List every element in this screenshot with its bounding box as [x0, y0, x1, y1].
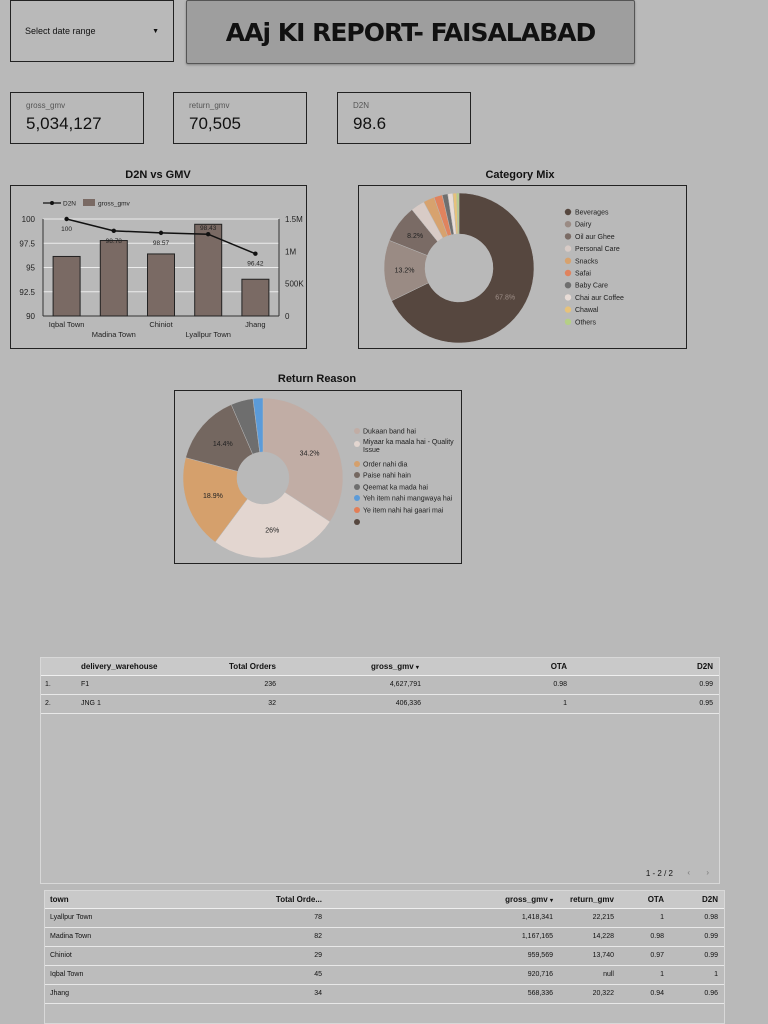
- data-label-d2n: 98.78: [105, 237, 122, 245]
- d2n-vs-gmv-svg: [11, 186, 306, 348]
- legend-label: Chai aur Coffee: [575, 294, 624, 302]
- slice-label: 8.2%: [407, 233, 424, 241]
- table-header: [41, 658, 719, 676]
- kpi-gross-gmv: [10, 92, 144, 144]
- prev-page-icon[interactable]: ‹: [687, 868, 690, 877]
- table-cell: 2.: [45, 700, 51, 707]
- col-ota[interactable]: OTA: [550, 662, 567, 671]
- legend-swatch: [354, 484, 360, 490]
- table-cell: 1: [714, 971, 718, 978]
- table-cell: 0.98: [704, 914, 718, 921]
- legend-swatch: [565, 306, 571, 312]
- table-header: [45, 891, 724, 909]
- point-d2n: [112, 229, 116, 233]
- table-cell: Chiniot: [50, 952, 72, 959]
- table-cell: 0.99: [704, 952, 718, 959]
- table-row[interactable]: [45, 947, 724, 966]
- legend-label: Order nahi dia: [363, 461, 408, 469]
- table-cell: 1: [660, 914, 664, 921]
- pagination-label: 1 - 2 / 2: [645, 869, 673, 878]
- table-cell: 32: [268, 700, 276, 707]
- table-cell: 0.99: [699, 681, 713, 688]
- table-cell: 406,336: [395, 700, 421, 707]
- legend-label: Qeemat ka mada hai: [363, 484, 428, 492]
- legend-swatch: [354, 519, 360, 525]
- col-delivery-warehouse[interactable]: delivery_warehouse: [81, 662, 158, 671]
- table-cell: Lyallpur Town: [50, 914, 93, 921]
- data-label-d2n: 100: [61, 226, 73, 233]
- legend-d2n-marker: [50, 201, 54, 205]
- next-page-icon[interactable]: ›: [706, 868, 709, 877]
- y-right-tick-label: 0: [285, 312, 290, 321]
- kpi-label: return_gmv: [189, 101, 230, 110]
- table-cell: 0.98: [553, 681, 567, 688]
- y-right-tick-label: 1M: [285, 247, 297, 257]
- table-cell: 1,418,341: [521, 914, 553, 921]
- kpi-d2n: [337, 92, 471, 144]
- x-tick-label: Madina Town: [91, 330, 136, 339]
- table-cell: 1.: [45, 681, 51, 688]
- table-body: [41, 676, 719, 714]
- table-cell: 0.94: [650, 990, 664, 997]
- legend-swatch: [565, 282, 571, 288]
- legend-swatch: [354, 441, 360, 447]
- table-cell: 959,569: [527, 952, 553, 959]
- category-mix-title: Category Mix: [485, 169, 555, 181]
- table-cell: 1,167,165: [521, 933, 553, 940]
- return-reason-svg: [175, 391, 461, 563]
- legend-label: Snacks: [575, 258, 598, 266]
- sort-desc-icon: ▾: [549, 898, 553, 904]
- table-body: [45, 909, 724, 1004]
- legend-swatch: [354, 472, 360, 478]
- table-cell: 20,322: [592, 990, 614, 997]
- y-left-tick-label: 97.5: [19, 239, 35, 249]
- table-cell: F1: [81, 681, 90, 688]
- data-label-d2n: 96.42: [247, 260, 264, 268]
- legend-gmv-label: gross_gmv: [98, 200, 130, 208]
- legend-swatch: [565, 245, 571, 251]
- col-total-orders[interactable]: Total Orde...: [275, 895, 322, 904]
- legend-swatch: [354, 461, 360, 467]
- table-cell: Madina Town: [50, 933, 92, 940]
- table-row[interactable]: [45, 966, 724, 985]
- slice-label: 26%: [265, 527, 280, 535]
- y-left-tick-label: 100: [21, 215, 35, 224]
- legend-label: Personal Care: [575, 246, 620, 254]
- table-cell: 236: [264, 681, 276, 688]
- table-row[interactable]: [45, 909, 724, 928]
- x-tick-label: Iqbal Town: [48, 320, 85, 329]
- slice-label: 34.2%: [299, 450, 320, 458]
- legend-swatch: [354, 507, 360, 513]
- table-cell: Iqbal Town: [50, 971, 84, 978]
- slice-label: 67.8%: [495, 294, 516, 302]
- table-row[interactable]: [41, 695, 719, 714]
- slice-label: 14.4%: [212, 440, 233, 448]
- col-d2n[interactable]: D2N: [701, 895, 718, 904]
- col-ota[interactable]: OTA: [647, 895, 664, 904]
- dropdown-arrow-icon: ▼: [152, 27, 159, 35]
- legend-swatch: [565, 319, 571, 325]
- return-reason-chart: [174, 390, 462, 564]
- kpi-return-gmv: [173, 92, 307, 144]
- table-cell: 0.98: [650, 933, 664, 940]
- slice-label: 18.9%: [203, 492, 223, 500]
- y-left-tick-label: 95: [26, 263, 35, 273]
- kpi-value: 5,034,127: [26, 114, 102, 133]
- legend-swatch: [565, 258, 571, 264]
- legend-swatch: [565, 270, 571, 276]
- legend-label: Baby Care: [575, 282, 609, 290]
- legend-label-line: Miyaar ka maala hai - Quality: [363, 439, 456, 446]
- report-title-banner: [186, 0, 635, 64]
- legend-label: Others: [575, 319, 597, 327]
- table-cell: 0.97: [650, 952, 664, 959]
- x-tick-label: Jhang: [245, 320, 266, 329]
- date-range-selector[interactable]: [10, 0, 174, 62]
- table-cell: Jhang: [50, 990, 70, 997]
- col-town[interactable]: town: [50, 895, 69, 904]
- legend-label: Beverages: [575, 209, 609, 217]
- legend-swatch: [565, 294, 571, 300]
- data-label-d2n: 98.43: [200, 225, 217, 233]
- table-cell: 920,716: [527, 971, 553, 978]
- category-mix-chart: [358, 185, 687, 349]
- d2n-vs-gmv-title: D2N vs GMV: [125, 169, 191, 181]
- table-cell: 1: [563, 700, 567, 707]
- point-d2n: [159, 231, 163, 235]
- table-cell: 13,740: [592, 952, 614, 959]
- col-return-gmv[interactable]: return_gmv: [569, 895, 614, 904]
- table-cell: 0.96: [704, 990, 718, 997]
- legend-gmv-swatch: [83, 199, 95, 206]
- point-d2n: [64, 217, 68, 221]
- col-gross-gmv[interactable]: [505, 891, 553, 910]
- table-cell: 45: [314, 971, 322, 978]
- x-tick-label: Lyallpur Town: [185, 330, 231, 339]
- warehouse-table: [40, 657, 720, 884]
- report-title: AAj KI REPORT- FAISALABAD: [225, 17, 596, 47]
- category-mix-svg: [359, 186, 686, 348]
- legend-label: Ye item nahi hai gaari mai: [363, 507, 444, 515]
- line-d2n: [67, 219, 256, 254]
- legend-swatch: [354, 428, 360, 434]
- kpi-label: D2N: [353, 101, 370, 110]
- sort-desc-icon: ▾: [415, 665, 419, 671]
- y-left-tick-label: 90: [26, 312, 35, 321]
- slice-label: 13.2%: [394, 267, 415, 275]
- d2n-vs-gmv-chart: [10, 185, 307, 349]
- legend-label-line: Issue: [363, 447, 380, 454]
- legend-label: Dairy: [575, 221, 592, 229]
- col-gross-gmv-label: gross_gmv: [505, 895, 548, 904]
- y-right-tick-label: 1.5M: [285, 215, 303, 224]
- legend-label: Safai: [575, 270, 591, 278]
- point-d2n: [253, 252, 257, 256]
- bar-gross-gmv: [148, 254, 175, 316]
- table-row[interactable]: [45, 985, 724, 1004]
- date-range-label: Select date range: [25, 26, 96, 36]
- bar-gross-gmv: [100, 241, 127, 316]
- table-cell: 82: [314, 933, 322, 940]
- data-label-d2n: 98.57: [152, 239, 170, 247]
- table-cell: 0.95: [699, 700, 713, 707]
- kpi-label: gross_gmv: [26, 101, 66, 110]
- col-d2n[interactable]: D2N: [696, 662, 713, 671]
- table-cell: null: [603, 971, 614, 978]
- col-gross-gmv-label: gross_gmv: [371, 662, 414, 671]
- col-total-orders[interactable]: Total Orders: [229, 662, 276, 671]
- table-cell: 34: [314, 990, 322, 997]
- legend-label: Yeh item nahi mangwaya hai: [363, 495, 453, 503]
- legend-d2n-label: D2N: [63, 200, 77, 208]
- legend-swatch: [565, 233, 571, 239]
- table-cell: 4,627,791: [389, 681, 421, 688]
- table-cell: 0.99: [704, 933, 718, 940]
- legend-swatch: [565, 209, 571, 215]
- table-cell: 29: [314, 952, 322, 959]
- table-cell: JNG 1: [81, 700, 101, 707]
- legend-label: Chawal: [575, 307, 599, 315]
- legend-label: Dukaan band hai: [363, 428, 416, 436]
- y-left-tick-label: 92.5: [19, 287, 35, 297]
- legend-label: Oil aur Ghee: [575, 233, 615, 241]
- y-right-tick-label: 500K: [285, 279, 304, 289]
- legend-label: [363, 439, 456, 454]
- kpi-value: 98.6: [353, 114, 387, 133]
- table-cell: 1: [660, 971, 664, 978]
- bar-gross-gmv: [53, 256, 80, 316]
- legend-swatch: [354, 495, 360, 501]
- table-row[interactable]: [45, 928, 724, 947]
- table-cell: 22,215: [592, 914, 614, 921]
- table-cell: 568,336: [527, 990, 553, 997]
- bar-gross-gmv: [242, 279, 269, 316]
- town-table: [44, 890, 725, 1024]
- table-row[interactable]: [41, 676, 719, 695]
- legend-swatch: [565, 221, 571, 227]
- point-d2n: [206, 232, 210, 236]
- return-reason-title: Return Reason: [277, 373, 357, 385]
- col-gross-gmv[interactable]: [371, 658, 419, 677]
- kpi-value: 70,505: [189, 114, 241, 133]
- legend-label: Paise nahi hain: [363, 472, 411, 480]
- table-cell: 14,228: [592, 933, 614, 940]
- table-cell: 78: [314, 914, 322, 921]
- x-tick-label: Chiniot: [149, 320, 173, 329]
